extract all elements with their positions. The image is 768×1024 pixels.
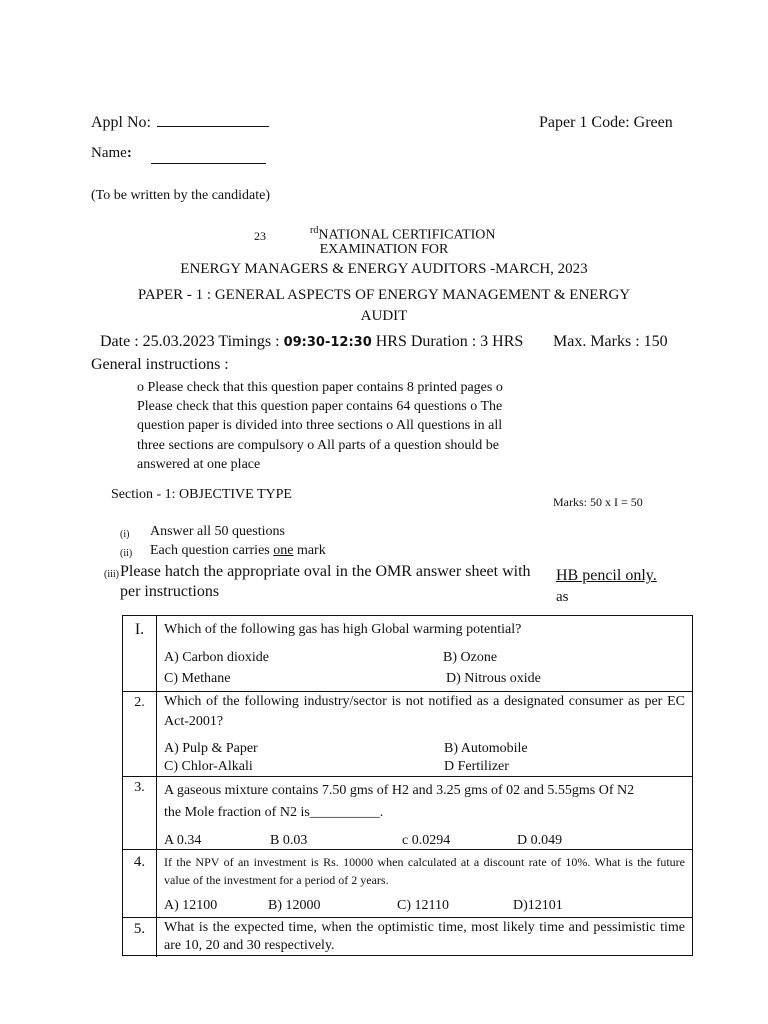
- section-title: Section - 1: OBJECTIVE TYPE: [111, 487, 292, 502]
- name-label: Name:: [91, 145, 132, 161]
- candidate-note: (To be written by the candidate): [91, 188, 271, 203]
- question-number: 3.: [123, 777, 157, 849]
- instruction-line: o Please check that this question paper contains 8 printed pages o: [137, 380, 503, 395]
- question-text: A gaseous mixture contains 7.50 gms of H2 and 3.25 gms of 02 and 5.55gms Of N2 the Mole fraction of N2 is__________.: [164, 783, 635, 820]
- title-line-4: PAPER - 1 : GENERAL ASPECTS OF ENERGY MANAGEMENT & ENERGY: [137, 287, 631, 303]
- name-blank[interactable]: [151, 163, 266, 164]
- question-number: I.: [123, 616, 157, 691]
- question-text: If the NPV of an investment is Rs. 10000 when calculated at a discount rate of 10%. What is the future value of the investment for a period of 2 years.: [164, 855, 685, 887]
- question-table: [122, 615, 693, 956]
- option-b[interactable]: B) Ozone: [443, 650, 498, 665]
- option-d[interactable]: D 0.049: [517, 833, 563, 848]
- item-text: per instructions: [120, 583, 220, 600]
- table-row: [123, 616, 692, 692]
- instruction-line: Please check that this question paper contains 64 questions o The: [137, 399, 503, 415]
- as-word: as: [556, 589, 569, 605]
- item-text: Answer all 50 questions: [150, 524, 285, 539]
- hb-pencil-note: HB pencil only.: [556, 567, 657, 584]
- option-b[interactable]: B) 12000: [268, 898, 321, 913]
- table-row: [123, 777, 692, 850]
- paper-code: Paper 1 Code: Green: [539, 114, 673, 131]
- instruction-line: question paper is divided into three sections o All questions in all: [137, 418, 503, 434]
- option-d[interactable]: D)12101: [513, 898, 563, 913]
- question-text: What is the expected time, when the optimistic time, most likely time and pessimistic time are 10, 20 and 30 respectively.: [164, 920, 685, 953]
- question-text: Which of the following gas has high Global warming potential?: [164, 622, 522, 637]
- instructions-list: [137, 378, 503, 474]
- date-timings: Date : 25.03.2023 Timings : 09:30-12:30 HRS Duration : 3 HRS: [100, 333, 524, 350]
- title-line-2: EXAMINATION FOR: [319, 242, 449, 257]
- instruction-line: three sections are compulsory o All parts of a question should be: [137, 437, 499, 453]
- question-text: Which of the following industry/sector is not notified as a designated consumer as per EC Act-2001?: [164, 694, 685, 729]
- option-d[interactable]: D Fertilizer: [444, 759, 509, 774]
- question-number: 4.: [123, 850, 157, 917]
- option-a[interactable]: A) 12100: [164, 898, 218, 913]
- option-c[interactable]: C) Chlor-Alkali: [164, 759, 253, 774]
- instructions-heading: General instructions :: [91, 356, 229, 373]
- option-b[interactable]: B 0.03: [270, 833, 308, 848]
- title-line-3: ENERGY MANAGERS & ENERGY AUDITORS -MARCH, 2023: [180, 261, 588, 277]
- question-number: 5.: [123, 918, 157, 957]
- item-text: Please hatch the appropriate oval in the OMR answer sheet with: [120, 563, 531, 580]
- option-a[interactable]: A) Pulp & Paper: [164, 741, 258, 756]
- appl-no-label: Appl No:: [91, 114, 151, 131]
- title-line-5: AUDIT: [360, 308, 408, 324]
- instruction-line: answered at one place: [137, 456, 261, 472]
- option-d[interactable]: D) Nitrous oxide: [446, 671, 541, 686]
- option-a[interactable]: A 0.34: [164, 833, 202, 848]
- ordinal-number: 23: [254, 229, 266, 243]
- item-number: (iii): [104, 569, 119, 580]
- item-number: (ii): [120, 548, 133, 559]
- option-a[interactable]: A) Carbon dioxide: [164, 650, 269, 665]
- table-row: [123, 850, 692, 918]
- item-text: Each question carries one mark: [150, 543, 326, 558]
- table-row: [123, 918, 692, 957]
- option-c[interactable]: C) 12110: [397, 898, 449, 913]
- option-b[interactable]: B) Automobile: [444, 741, 528, 756]
- option-c[interactable]: C) Methane: [164, 671, 231, 686]
- section-marks: Marks: 50 x I = 50: [553, 495, 643, 509]
- table-row: [123, 692, 692, 777]
- question-number: 2.: [123, 692, 157, 776]
- max-marks: Max. Marks : 150: [553, 333, 668, 350]
- option-c[interactable]: c 0.0294: [402, 833, 451, 848]
- title-line-1: $^{rd}$NATIONAL CERTIFICATION: [310, 225, 496, 243]
- appl-no-blank[interactable]: [157, 126, 269, 127]
- item-number: (i): [120, 529, 130, 540]
